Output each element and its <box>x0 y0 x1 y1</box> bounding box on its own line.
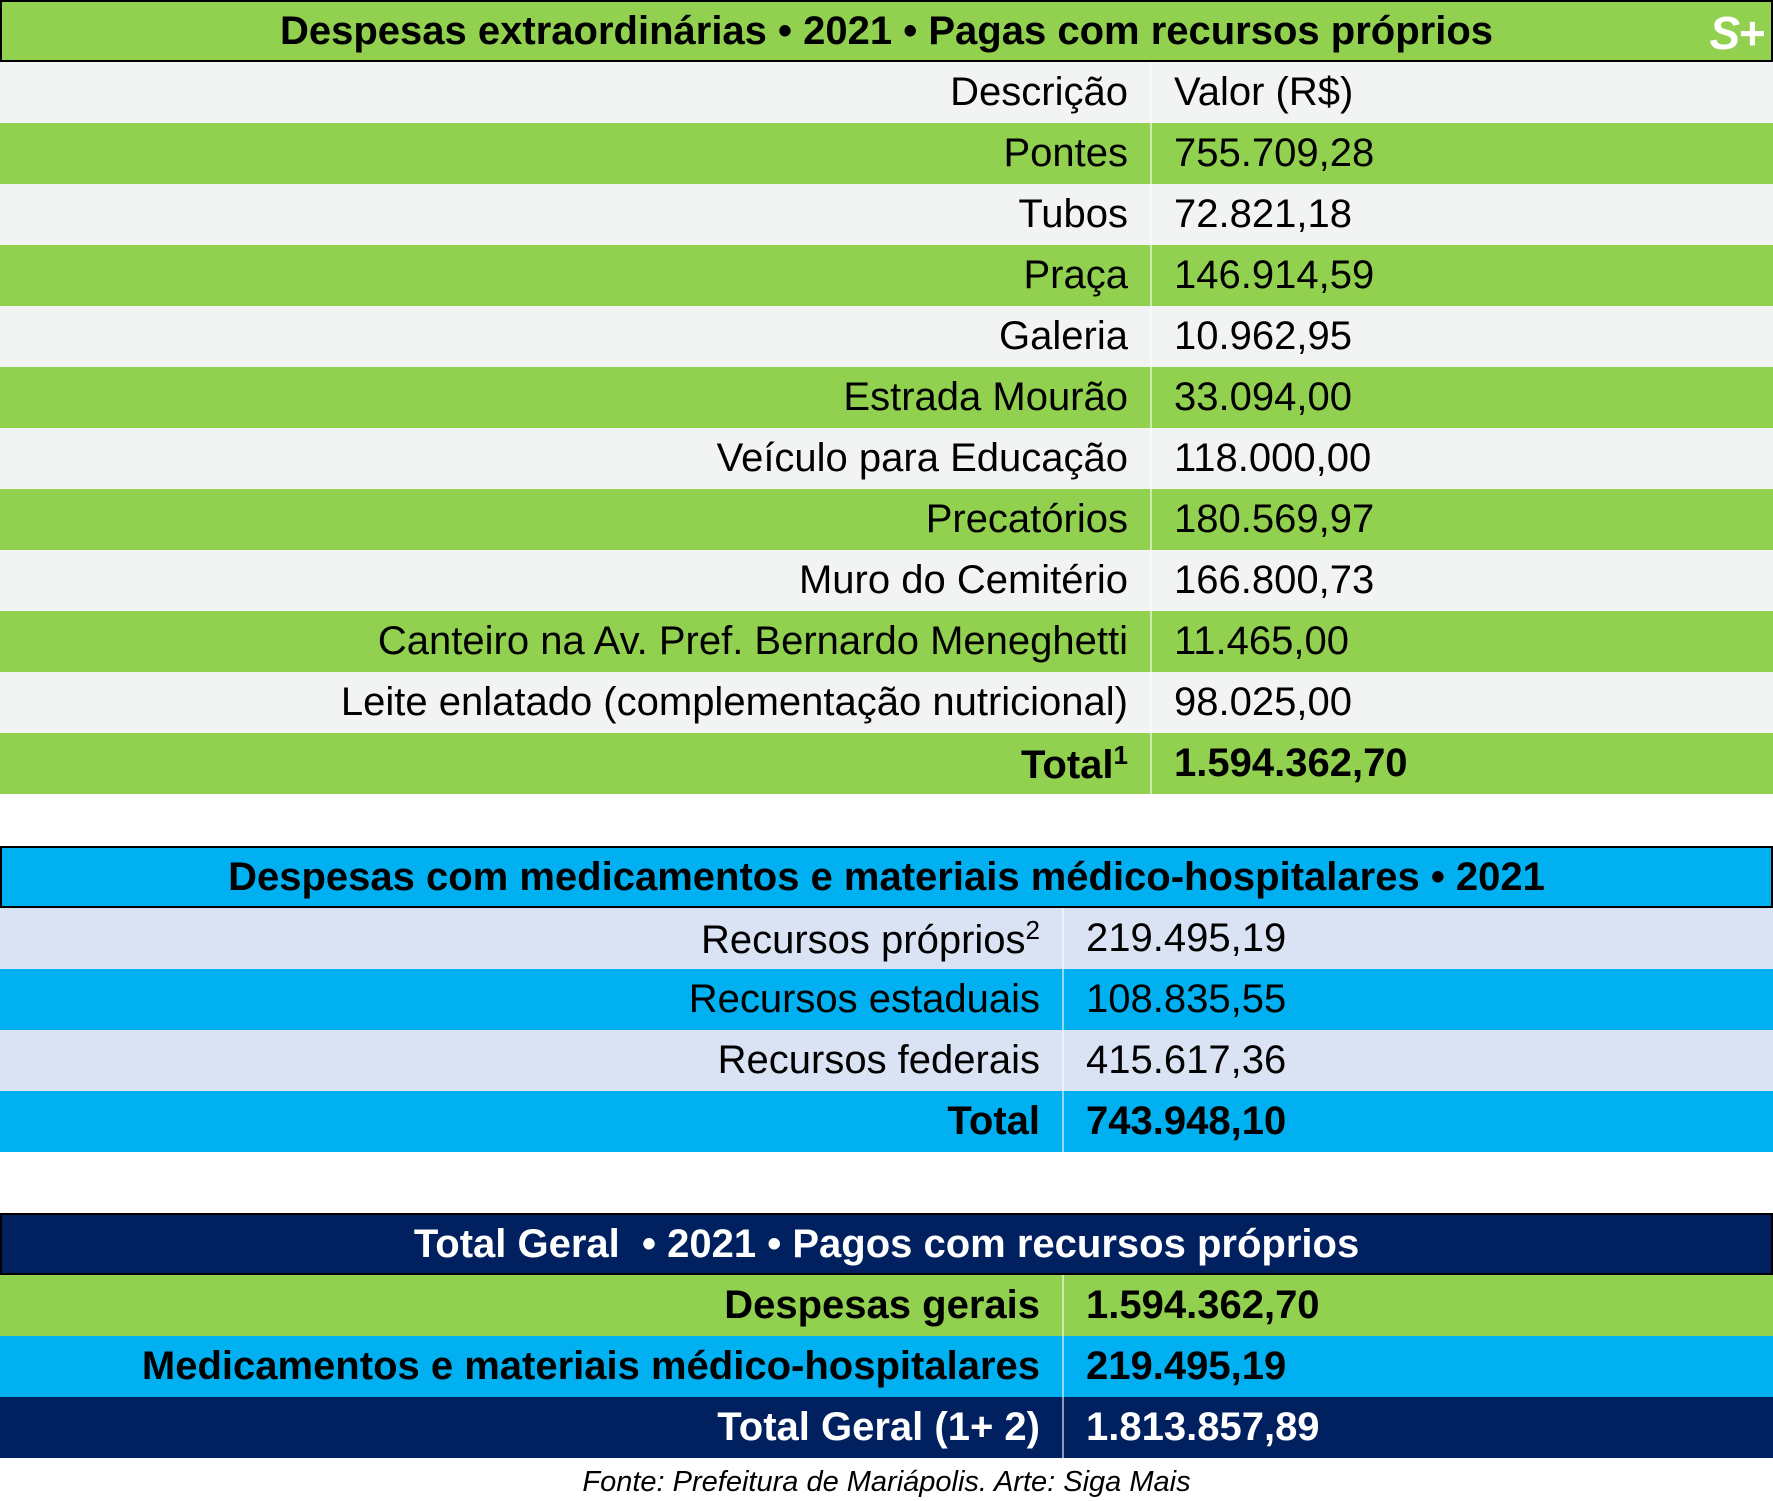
table-row <box>0 367 1773 428</box>
footnote-marker: 2 <box>1025 914 1040 945</box>
table-row <box>0 1336 1773 1397</box>
grand-total-table <box>0 1213 1773 1458</box>
table-title <box>0 846 1773 908</box>
row-value: 166.800,73 <box>1174 558 1375 602</box>
total-value: 1.594.362,70 <box>1174 741 1408 785</box>
table-title-text: Total Geral • 2021 • Pagos com recursos próprios <box>413 1221 1360 1266</box>
row-label: Estrada Mourão <box>843 375 1128 419</box>
row-label: Galeria <box>999 314 1128 358</box>
row-label: Tubos <box>1018 192 1128 236</box>
table-row <box>0 550 1773 611</box>
row-value: 98.025,00 <box>1174 680 1352 724</box>
row-label: Recursos federais <box>717 1038 1040 1082</box>
row-label: Canteiro na Av. Pref. Bernardo Meneghetti <box>377 619 1128 663</box>
source-caption: Fonte: Prefeitura de Mariápolis. Arte: Siga Mais <box>582 1466 1191 1498</box>
row-label: Pontes <box>1003 131 1128 175</box>
table-header-row <box>0 62 1773 123</box>
row-value: 219.495,19 <box>1086 1344 1287 1388</box>
row-value: 755.709,28 <box>1174 131 1375 175</box>
row-label: Recursos estaduais <box>688 977 1040 1021</box>
row-label: Praça <box>1023 253 1128 297</box>
row-value: 146.914,59 <box>1174 253 1375 297</box>
row-value: 1.813.857,89 <box>1086 1405 1320 1449</box>
row-value: 219.495,19 <box>1086 916 1287 960</box>
table-row <box>0 489 1773 550</box>
row-label: Veículo para Educação <box>716 436 1128 480</box>
row-value: 72.821,18 <box>1174 192 1352 236</box>
footnote-marker: 1 <box>1113 739 1128 770</box>
row-value: 33.094,00 <box>1174 375 1352 419</box>
table-title-text: Despesas com medicamentos e materiais médico-hospitalares • 2021 <box>228 854 1545 899</box>
table-row <box>0 1275 1773 1336</box>
row-value: 180.569,97 <box>1174 497 1375 541</box>
row-label: Muro do Cemitério <box>798 558 1128 602</box>
table-row <box>0 123 1773 184</box>
row-label: Total Geral (1+ 2) <box>717 1405 1040 1449</box>
total-row <box>0 733 1773 794</box>
table-row <box>0 306 1773 367</box>
row-value: 118.000,00 <box>1174 436 1372 480</box>
grand-total-row <box>0 1397 1773 1458</box>
table-row <box>0 1030 1773 1091</box>
table-row <box>0 908 1773 969</box>
row-value: 10.962,95 <box>1174 314 1352 358</box>
row-label: Leite enlatado (complementação nutricional) <box>340 680 1128 724</box>
header-value: Valor (R$) <box>1174 70 1354 114</box>
total-label: Total <box>947 1099 1040 1143</box>
table-title <box>0 1213 1773 1275</box>
row-value: 1.594.362,70 <box>1086 1283 1320 1327</box>
table-row <box>0 969 1773 1030</box>
table-row <box>0 184 1773 245</box>
row-label: Precatórios <box>925 497 1128 541</box>
siga-mais-logo: S+ <box>1709 7 1763 59</box>
table-row <box>0 245 1773 306</box>
total-row <box>0 1091 1773 1152</box>
table-title-text: Despesas extraordinárias • 2021 • Pagas com recursos próprios <box>279 8 1494 53</box>
table-title <box>0 0 1773 62</box>
header-description: Descrição <box>950 70 1128 114</box>
medication-expenses-table <box>0 846 1773 1152</box>
row-label: Recursos próprios$^2$ <box>700 914 1040 962</box>
table-row <box>0 611 1773 672</box>
row-label: Medicamentos e materiais médico-hospitalares <box>141 1344 1040 1388</box>
total-label: Total$^1$ <box>1020 739 1128 787</box>
total-value: 743.948,10 <box>1086 1099 1287 1143</box>
row-value: 108.835,55 <box>1086 977 1287 1021</box>
row-value: 11.465,00 <box>1174 619 1349 663</box>
row-value: 415.617,36 <box>1086 1038 1287 1082</box>
table-row <box>0 428 1773 489</box>
row-label: Despesas gerais <box>724 1283 1040 1327</box>
table-row <box>0 672 1773 733</box>
